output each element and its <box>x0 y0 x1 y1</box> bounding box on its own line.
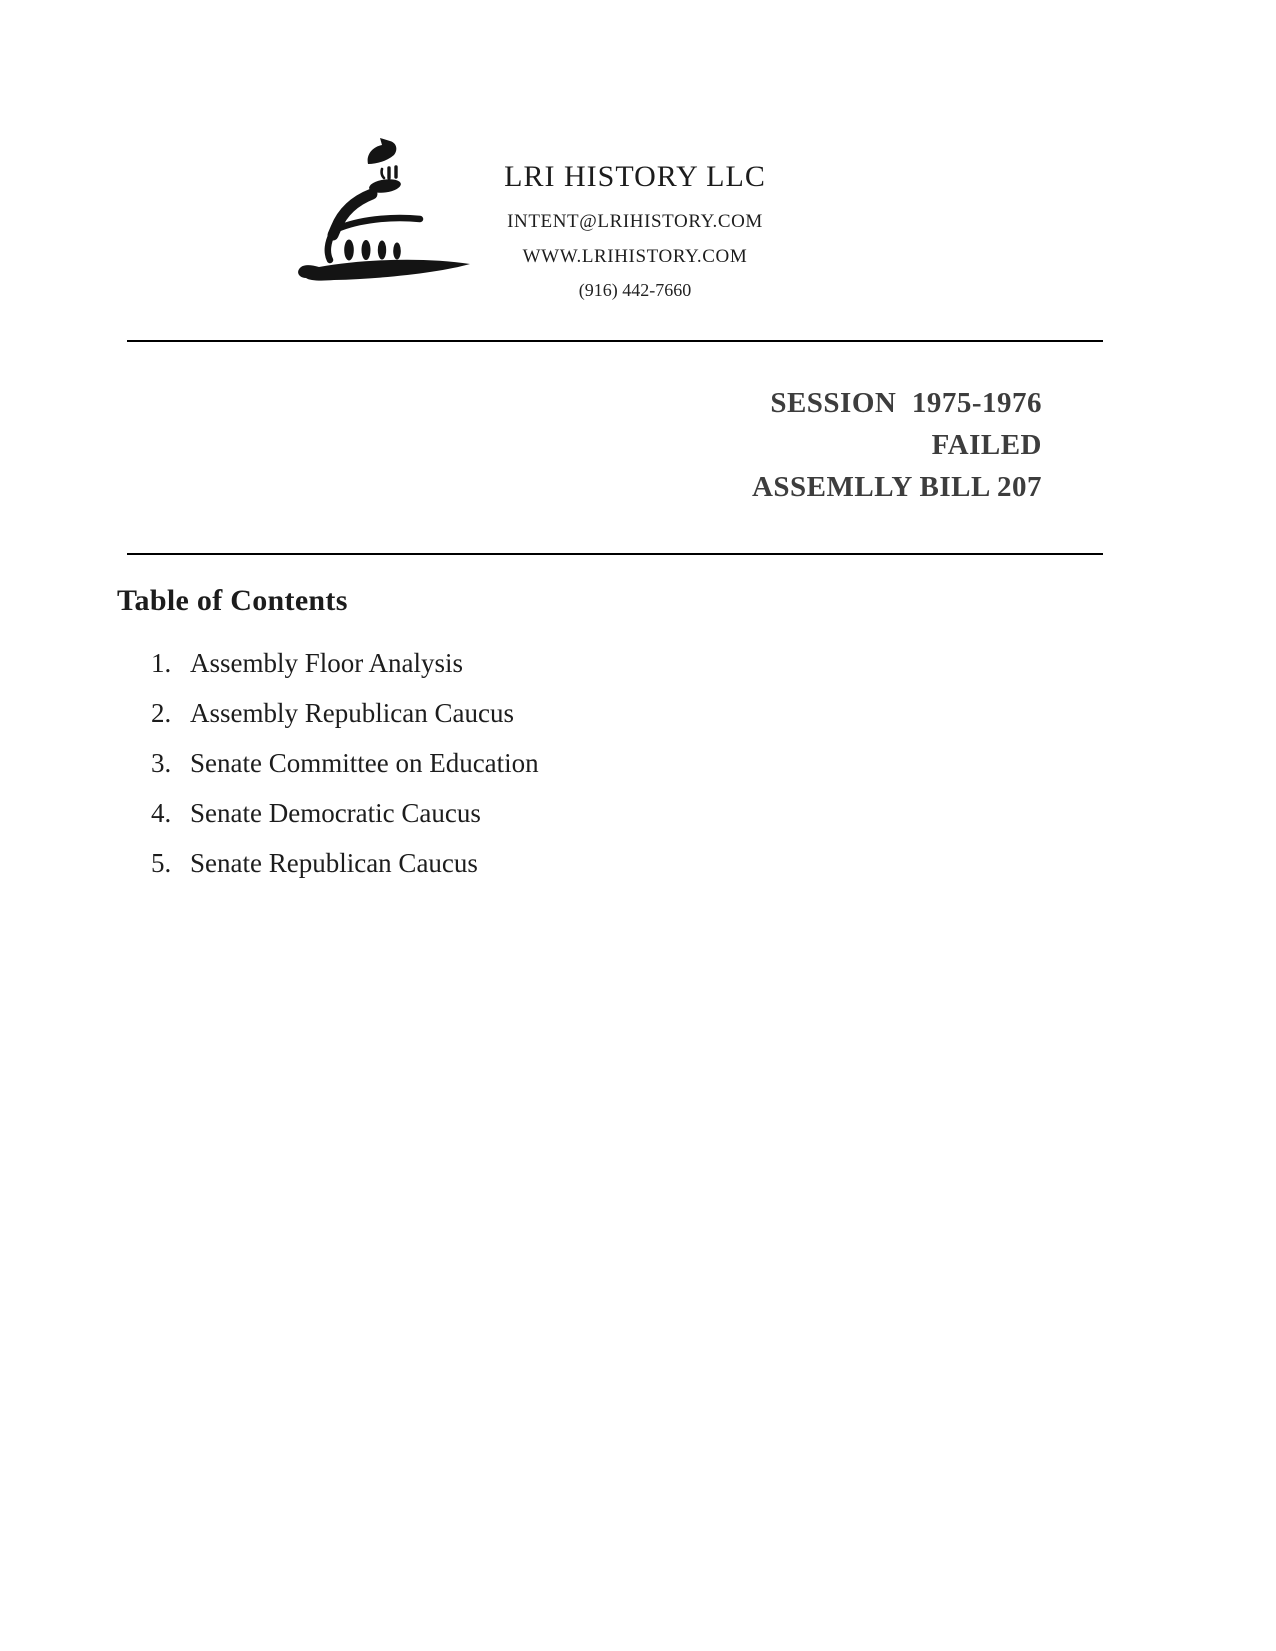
toc-item-label: Senate Committee on Education <box>190 748 539 778</box>
toc-item-number: 1. <box>151 648 172 678</box>
toc-item-label: Senate Republican Caucus <box>190 848 478 878</box>
toc-item-number: 3. <box>151 748 172 778</box>
toc-item-number: 2. <box>151 698 172 728</box>
toc-item <box>151 850 539 877</box>
contact-email: INTENT@LRIHISTORY.COM <box>507 211 763 232</box>
contact-phone: (916) 442-7660 <box>578 280 692 300</box>
letterhead <box>430 158 840 302</box>
toc-item-label: Assembly Republican Caucus <box>190 698 514 728</box>
toc-item-number: 5. <box>151 848 172 878</box>
bill-number: ASSEMLLY BILL 207 <box>751 471 1042 503</box>
toc-item-number: 4. <box>151 798 172 828</box>
toc-heading: Table of Contents <box>117 584 348 617</box>
divider-top <box>127 340 1103 342</box>
case-header <box>752 382 1042 508</box>
session-label: SESSION 1975-1976 <box>770 387 1042 419</box>
toc-item-label: Assembly Floor Analysis <box>190 648 464 678</box>
contact-website: WWW.LRIHISTORY.COM <box>522 246 748 267</box>
toc-item <box>151 800 539 827</box>
toc-item-label: Senate Democratic Caucus <box>190 798 481 828</box>
company-name: LRI HISTORY LLC <box>504 160 766 193</box>
bill-status: FAILED <box>931 429 1042 461</box>
divider-middle <box>127 553 1103 555</box>
toc-item <box>151 650 539 677</box>
toc-item <box>151 750 539 777</box>
toc-item <box>151 700 539 727</box>
toc-list <box>151 650 539 900</box>
